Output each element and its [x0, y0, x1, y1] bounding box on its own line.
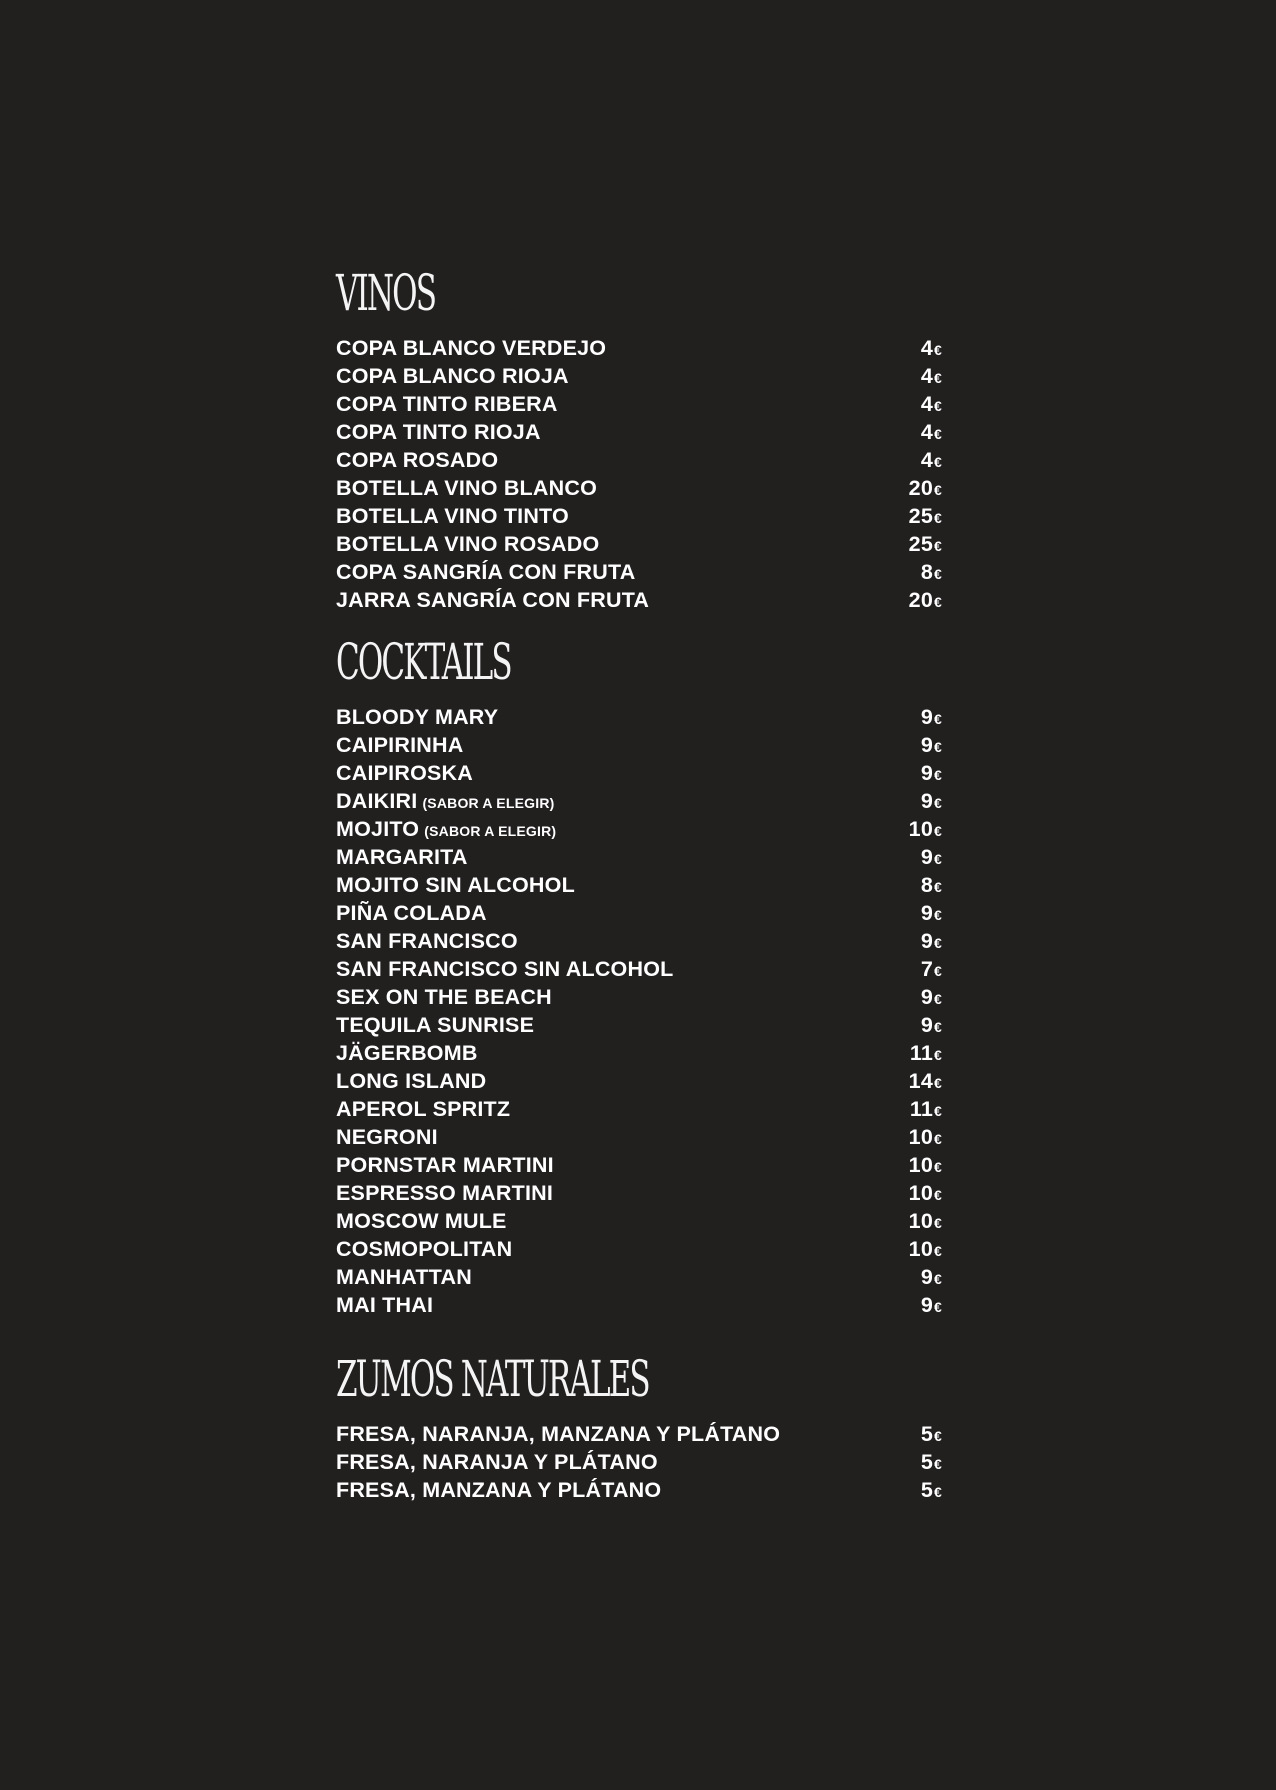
menu-item-name: SAN FRANCISCO — [336, 929, 518, 953]
menu-item-price-group — [909, 1123, 942, 1153]
menu-item-price: 11 — [909, 1041, 933, 1065]
menu-item-currency: € — [934, 823, 942, 839]
menu-item-price: 25 — [908, 504, 933, 528]
menu-item-name-group — [336, 1123, 443, 1153]
menu-item-price-group — [921, 446, 942, 476]
menu-item-name-group — [336, 586, 654, 616]
menu-item-name: DAIKIRI — [336, 789, 418, 813]
menu-item-price: 5 — [920, 1478, 933, 1502]
menu-item-price: 10 — [908, 1237, 933, 1261]
menu-item-name-group — [336, 703, 503, 733]
menu-item-name-group — [336, 1448, 663, 1478]
menu-item-name-group — [336, 446, 503, 476]
menu-item — [336, 362, 942, 390]
menu-item-name-group — [336, 530, 604, 560]
menu-item-currency: € — [934, 1299, 942, 1315]
menu-item-currency: € — [934, 1103, 942, 1119]
menu-item — [336, 843, 942, 871]
menu-item-price-group — [921, 558, 942, 588]
menu-item-price-group — [921, 955, 942, 985]
menu-item-price-group — [909, 815, 942, 845]
menu-item — [336, 1039, 942, 1067]
menu-item — [336, 530, 942, 558]
menu-item-price-group — [909, 1151, 942, 1181]
menu-item-note: (SABOR A ELEGIR) — [422, 795, 555, 811]
menu-item-price-group — [921, 731, 942, 761]
menu-item-price: 9 — [920, 761, 933, 785]
menu-item-price-group — [921, 983, 942, 1013]
menu-item-price-group — [921, 787, 942, 817]
menu-item — [336, 502, 942, 530]
menu-item-currency: € — [934, 1484, 942, 1500]
menu-item-name: PORNSTAR MARTINI — [336, 1153, 554, 1177]
menu-item-name: PIÑA COLADA — [336, 901, 487, 925]
menu-item-name: CAIPIROSKA — [336, 761, 473, 785]
menu-item-price: 5 — [920, 1450, 933, 1474]
menu-item-price: 14 — [908, 1069, 933, 1093]
section-title-vinos: VINOS — [336, 264, 436, 322]
menu-item-price-group — [921, 759, 942, 789]
menu-item — [336, 334, 942, 362]
menu-item-name-group — [336, 362, 574, 392]
menu-item-price-group — [921, 418, 942, 448]
menu-item-name-group — [336, 815, 556, 845]
menu-item-name-group — [336, 390, 563, 420]
menu-item — [336, 390, 942, 418]
menu-item-currency: € — [934, 1159, 942, 1175]
menu-item — [336, 474, 942, 502]
menu-item-price-group — [909, 1207, 942, 1237]
menu-item-currency: € — [934, 907, 942, 923]
menu-item-list — [336, 334, 942, 614]
menu-item-name-group — [336, 731, 468, 761]
menu-item-name-group — [336, 418, 546, 448]
menu-item-price-group — [910, 1095, 942, 1125]
menu-item — [336, 871, 942, 899]
section-cocktails — [336, 634, 942, 1319]
menu-item — [336, 586, 942, 614]
menu-item-price: 9 — [920, 789, 933, 813]
menu-item-name: JARRA SANGRÍA CON FRUTA — [336, 588, 650, 612]
menu-item-price-group — [921, 334, 942, 364]
menu-item — [336, 1151, 942, 1179]
menu-item-price-group — [909, 1235, 942, 1265]
menu-item-currency: € — [934, 1075, 942, 1091]
menu-item-price: 9 — [920, 845, 933, 869]
menu-item-name: NEGRONI — [336, 1125, 438, 1149]
menu-item-price: 7 — [920, 957, 933, 981]
menu-item-currency: € — [934, 1187, 942, 1203]
menu-item-name-group — [336, 1151, 559, 1181]
menu-item-name-group — [336, 334, 611, 364]
menu-item — [336, 759, 942, 787]
menu-item-name-group — [336, 1235, 517, 1265]
menu-item — [336, 1011, 942, 1039]
section-vinos — [336, 265, 942, 614]
section-zumos-naturales — [336, 1351, 942, 1504]
menu-item-price: 9 — [920, 985, 933, 1009]
menu-item-currency: € — [934, 454, 942, 470]
menu-item-name-group — [336, 871, 580, 901]
menu-item-currency: € — [934, 482, 942, 498]
menu-item-price-group — [910, 1039, 942, 1069]
menu-item-price: 10 — [908, 817, 933, 841]
menu-item-name: SAN FRANCISCO SIN ALCOHOL — [336, 957, 674, 981]
menu-item — [336, 1067, 942, 1095]
menu-item-name-group — [336, 1207, 512, 1237]
menu-item-currency: € — [934, 594, 942, 610]
menu-item-currency: € — [934, 963, 942, 979]
menu-item-name-group — [336, 843, 473, 873]
menu-item-name: BLOODY MARY — [336, 705, 499, 729]
menu-item — [336, 418, 942, 446]
menu-item-name-group — [336, 1476, 666, 1506]
menu-item-price-group — [921, 1420, 942, 1450]
menu-item — [336, 983, 942, 1011]
menu-item-currency: € — [934, 538, 942, 554]
menu-item-currency: € — [934, 370, 942, 386]
menu-item-price: 8 — [920, 873, 933, 897]
menu-item-currency: € — [934, 1271, 942, 1287]
menu-item-price: 8 — [920, 560, 933, 584]
menu-item-currency: € — [934, 426, 942, 442]
menu-item-currency: € — [934, 851, 942, 867]
menu-item-price: 9 — [920, 705, 933, 729]
menu-item-name: MOJITO SIN ALCOHOL — [336, 873, 575, 897]
menu-item-name: MOJITO — [336, 817, 420, 841]
menu-item — [336, 1095, 942, 1123]
menu-item-price: 9 — [920, 1013, 933, 1037]
menu-item-price-group — [921, 703, 942, 733]
menu-item-name: COPA TINTO RIOJA — [336, 420, 541, 444]
menu-item-name-group — [336, 983, 557, 1013]
menu-item-price-group — [921, 1263, 942, 1293]
menu-item-price-group — [921, 1476, 942, 1506]
menu-item-currency: € — [934, 991, 942, 1007]
menu-item-price-group — [909, 530, 942, 560]
menu-item-name: COPA BLANCO RIOJA — [336, 364, 569, 388]
menu-item-price-group — [909, 502, 942, 532]
menu-item-price: 5 — [920, 1422, 933, 1446]
menu-item-price: 11 — [909, 1097, 933, 1121]
menu-item-name: BOTELLA VINO ROSADO — [336, 532, 600, 556]
menu-item-currency: € — [934, 879, 942, 895]
menu-item-name-group — [336, 1291, 438, 1321]
menu-item-name-group — [336, 759, 478, 789]
menu-item-currency: € — [934, 711, 942, 727]
menu-item-name: FRESA, MANZANA Y PLÁTANO — [336, 1478, 662, 1502]
menu-item-name-group — [336, 502, 574, 532]
menu-item — [336, 1263, 942, 1291]
menu-item — [336, 1207, 942, 1235]
menu-item-price: 9 — [920, 1293, 933, 1317]
menu-item-name-group — [336, 1420, 785, 1450]
menu-item-name-group — [336, 1263, 477, 1293]
menu-item-name: BOTELLA VINO TINTO — [336, 504, 569, 528]
menu-item-price-group — [921, 1011, 942, 1041]
menu-item-name: SEX ON THE BEACH — [336, 985, 552, 1009]
menu-item-price-group — [921, 1291, 942, 1321]
menu-item-currency: € — [934, 935, 942, 951]
menu-item — [336, 1179, 942, 1207]
menu-item — [336, 1476, 942, 1504]
menu-item-name: MOSCOW MULE — [336, 1209, 507, 1233]
menu-item-name: APEROL SPRITZ — [336, 1097, 511, 1121]
menu-item-price: 10 — [908, 1181, 933, 1205]
menu-item-currency: € — [934, 510, 942, 526]
menu-item-name: MANHATTAN — [336, 1265, 472, 1289]
menu-item-currency: € — [934, 1215, 942, 1231]
menu-item-name: MAI THAI — [336, 1293, 434, 1317]
menu-item-name: LONG ISLAND — [336, 1069, 487, 1093]
menu-item-price-group — [909, 1067, 942, 1097]
menu-item-price: 10 — [908, 1153, 933, 1177]
menu-item — [336, 1420, 942, 1448]
menu-item-name: COPA TINTO RIBERA — [336, 392, 558, 416]
menu-item-name-group — [336, 1179, 558, 1209]
menu-item-price-group — [921, 843, 942, 873]
menu-item-price: 10 — [908, 1209, 933, 1233]
menu-item — [336, 731, 942, 759]
menu-item-price-group — [921, 362, 942, 392]
menu-item-name: FRESA, NARANJA, MANZANA Y PLÁTANO — [336, 1422, 781, 1446]
menu-item-price: 4 — [920, 336, 933, 360]
menu-item-price-group — [921, 899, 942, 929]
menu-item-price-group — [909, 1179, 942, 1209]
menu-item-currency: € — [934, 1047, 942, 1063]
drinks-menu — [336, 265, 942, 1504]
menu-item-currency: € — [934, 566, 942, 582]
menu-item-name-group — [336, 899, 492, 929]
menu-item — [336, 927, 942, 955]
menu-item-name-group — [336, 1067, 491, 1097]
menu-item-price-group — [921, 1448, 942, 1478]
menu-item-price-group — [921, 390, 942, 420]
menu-item-price-group — [921, 871, 942, 901]
menu-item-name-group — [336, 1039, 483, 1069]
menu-item-price: 9 — [920, 733, 933, 757]
menu-item-name: COPA BLANCO VERDEJO — [336, 336, 607, 360]
menu-item — [336, 899, 942, 927]
menu-item-currency: € — [934, 1131, 942, 1147]
menu-item-name: COPA SANGRÍA CON FRUTA — [336, 560, 636, 584]
section-title-zumos-naturales: ZUMOS NATURALES — [336, 1350, 649, 1408]
menu-item-name-group — [336, 927, 523, 957]
menu-item-name-group — [336, 1095, 515, 1125]
menu-item-name-group — [336, 558, 640, 588]
menu-item-price: 4 — [920, 420, 933, 444]
menu-item-currency: € — [934, 342, 942, 358]
menu-item-list — [336, 703, 942, 1319]
menu-item — [336, 955, 942, 983]
menu-item-price: 4 — [920, 448, 933, 472]
menu-item — [336, 1448, 942, 1476]
menu-item-price: 20 — [908, 476, 933, 500]
menu-item — [336, 1291, 942, 1319]
menu-item-note: (SABOR A ELEGIR) — [424, 823, 557, 839]
menu-item-name: COSMOPOLITAN — [336, 1237, 513, 1261]
menu-item-price: 10 — [908, 1125, 933, 1149]
menu-item-name: MARGARITA — [336, 845, 468, 869]
menu-item-price: 9 — [920, 901, 933, 925]
menu-item-currency: € — [934, 1456, 942, 1472]
menu-item-price-group — [909, 586, 942, 616]
menu-item-name: TEQUILA SUNRISE — [336, 1013, 535, 1037]
section-title-cocktails: COCKTAILS — [336, 633, 511, 691]
menu-item — [336, 703, 942, 731]
menu-item-price: 4 — [920, 364, 933, 388]
menu-item-name: ESPRESSO MARTINI — [336, 1181, 554, 1205]
menu-item-list — [336, 1420, 942, 1504]
menu-item-price: 9 — [920, 1265, 933, 1289]
menu-item-name: BOTELLA VINO BLANCO — [336, 476, 597, 500]
menu-item-price: 25 — [908, 532, 933, 556]
menu-item-currency: € — [934, 398, 942, 414]
menu-item-name-group — [336, 787, 555, 817]
menu-item-name: JÄGERBOMB — [336, 1041, 478, 1065]
menu-item-name-group — [336, 955, 678, 985]
menu-item-currency: € — [934, 1243, 942, 1259]
menu-item — [336, 815, 942, 843]
menu-item-currency: € — [934, 795, 942, 811]
menu-item-name-group — [336, 474, 602, 504]
menu-item — [336, 446, 942, 474]
menu-item-name: COPA ROSADO — [336, 448, 499, 472]
menu-item — [336, 558, 942, 586]
menu-item-currency: € — [934, 1019, 942, 1035]
menu-item-price: 4 — [920, 392, 933, 416]
menu-item-currency: € — [934, 739, 942, 755]
menu-item — [336, 1123, 942, 1151]
menu-item-currency: € — [934, 767, 942, 783]
menu-item-name-group — [336, 1011, 539, 1041]
menu-item-name: CAIPIRINHA — [336, 733, 464, 757]
menu-item-name: FRESA, NARANJA Y PLÁTANO — [336, 1450, 658, 1474]
menu-item-price-group — [921, 927, 942, 957]
menu-item-price-group — [909, 474, 942, 504]
menu-item-price: 20 — [908, 588, 933, 612]
menu-item-price: 9 — [920, 929, 933, 953]
menu-item — [336, 787, 942, 815]
menu-item-currency: € — [934, 1428, 942, 1444]
menu-item — [336, 1235, 942, 1263]
